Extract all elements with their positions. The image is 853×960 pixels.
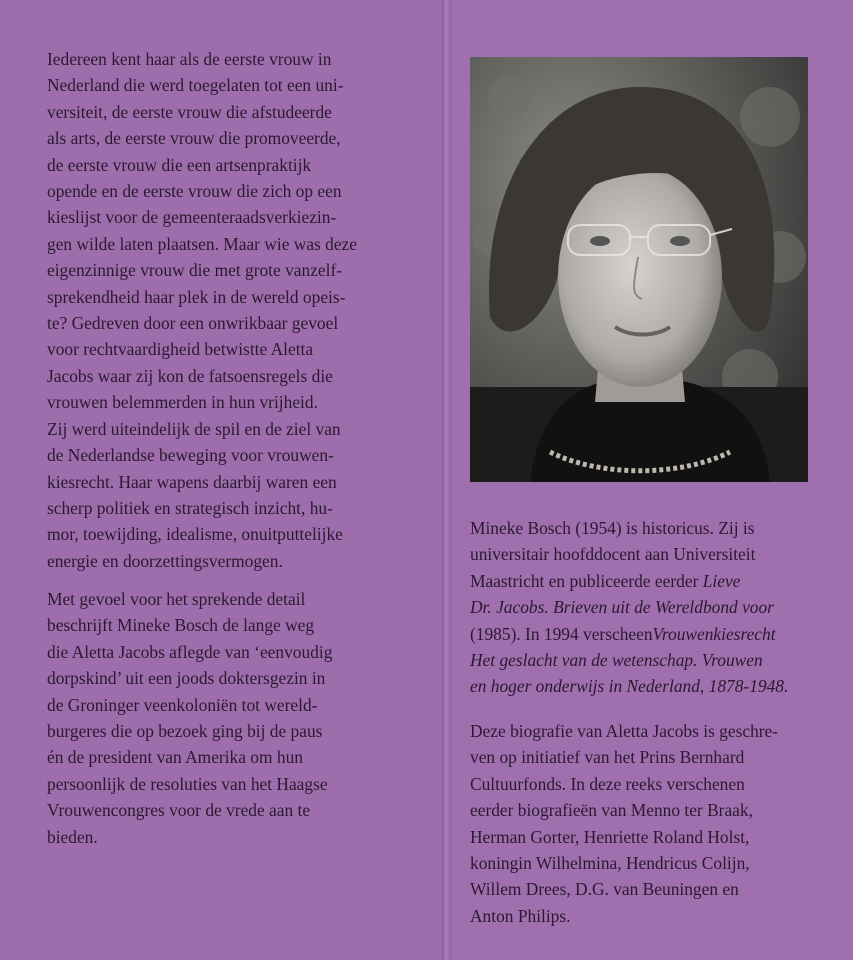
text-line: Het geslacht van de wetenschap. Vrouwen — [470, 650, 763, 671]
text-line: Nederland die werd toegelaten tot een uni- — [47, 75, 344, 96]
text-line: voor rechtvaardigheid betwistte Aletta — [47, 339, 314, 360]
text-line: Willem Drees, D.G. van Beuningen en — [470, 879, 739, 900]
text-line: de Groninger veenkoloniën tot wereld- — [47, 694, 318, 715]
text-line: versiteit, de eerste vrouw die afstudeerde — [47, 101, 332, 122]
text-line: Anton Philips. — [470, 905, 571, 926]
text-line: ven op initiatief van het Prins Bernhard — [470, 747, 745, 768]
text-line: gen wilde laten plaatsen. Maar wie was deze — [47, 233, 357, 254]
text-line: scherp politiek en strategisch inzicht, hu- — [47, 497, 333, 518]
text-line: persoonlijk de resoluties van het Haagse — [47, 773, 328, 794]
author-bio-text — [470, 515, 830, 700]
text-line: universitair hoofddocent aan Universiteit — [470, 544, 756, 565]
text-line: Mineke Bosch (1954) is historicus. Zij is — [470, 518, 755, 538]
text-line: Zij werd uiteindelijk de spil en de ziel van — [47, 418, 341, 439]
text-line: én de president van Amerika om hun — [47, 747, 303, 768]
text-line: Met gevoel voor het sprekende detail — [47, 589, 306, 609]
text-line: als arts, de eerste vrouw die promoveerde, — [47, 128, 341, 149]
text-line: de eerste vrouw die een artsenpraktijk — [47, 154, 312, 175]
text-line: Jacobs waar zij kon de fatsoensregels die — [47, 365, 333, 386]
author-bio — [470, 515, 830, 700]
series-note-text — [470, 718, 830, 929]
text-line: mor, toewijding, idealisme, onuitputtelijke — [47, 524, 343, 545]
synopsis-text-2 — [47, 586, 432, 850]
text-line: Maastricht en publiceerde eerder Lieve — [470, 570, 741, 591]
synopsis-paragraph-2 — [47, 586, 432, 850]
text-line: en hoger onderwijs in Nederland, 1878-1948. — [470, 676, 789, 697]
text-line: vrouwen belemmerden in hun vrijheid. — [47, 392, 318, 413]
text-line: Dr. Jacobs. Brieven uit de Wereldbond voor — [470, 597, 774, 618]
text-line: sprekendheid haar plek in de wereld opeis- — [47, 286, 346, 307]
text-line: burgeres die op bezoek ging bij de paus — [47, 721, 323, 742]
series-note — [470, 718, 830, 929]
fold-divider — [442, 0, 452, 960]
author-photo — [470, 57, 808, 482]
text-line: opende en de eerste vrouw die zich op een — [47, 181, 342, 202]
text-line: die Aletta Jacobs aflegde van ‘eenvoudig — [47, 641, 333, 662]
synopsis-paragraph-1 — [47, 46, 432, 574]
text-line: koningin Wilhelmina, Hendricus Colijn, — [470, 853, 750, 874]
text-line: te? Gedreven door een onwrikbaar gevoel — [47, 313, 339, 334]
synopsis-text-1 — [47, 46, 432, 574]
text-line: bieden. — [47, 826, 98, 847]
text-line: dorpskind’ uit een joods doktersgezin in — [47, 668, 326, 689]
text-line: Herman Gorter, Henriette Roland Holst, — [470, 826, 750, 847]
text-line: eigenzinnige vrouw die met grote vanzelf- — [47, 260, 343, 281]
text-line: eerder biografieën van Menno ter Braak, — [470, 800, 753, 821]
text-line: kiesrecht. Haar wapens daarbij waren een — [47, 471, 337, 492]
author-portrait-icon — [470, 57, 808, 482]
text-line: Vrouwencongres voor de vrede aan te — [47, 800, 311, 821]
text-line: kieslijst voor de gemeenteraadsverkiezin- — [47, 207, 337, 228]
text-line: (1985). In 1994 verscheenVrouwenkiesrecht — [470, 623, 776, 644]
text-line: de Nederlandse beweging voor vrouwen- — [47, 445, 334, 466]
text-line: energie en doorzettingsvermogen. — [47, 550, 283, 571]
text-line: Iedereen kent haar als de eerste vrouw in — [47, 49, 332, 69]
text-line: Deze biografie van Aletta Jacobs is geschre- — [470, 721, 779, 741]
text-line: Cultuurfonds. In deze reeks verschenen — [470, 773, 745, 794]
text-line: beschrijft Mineke Bosch de lange weg — [47, 615, 315, 636]
